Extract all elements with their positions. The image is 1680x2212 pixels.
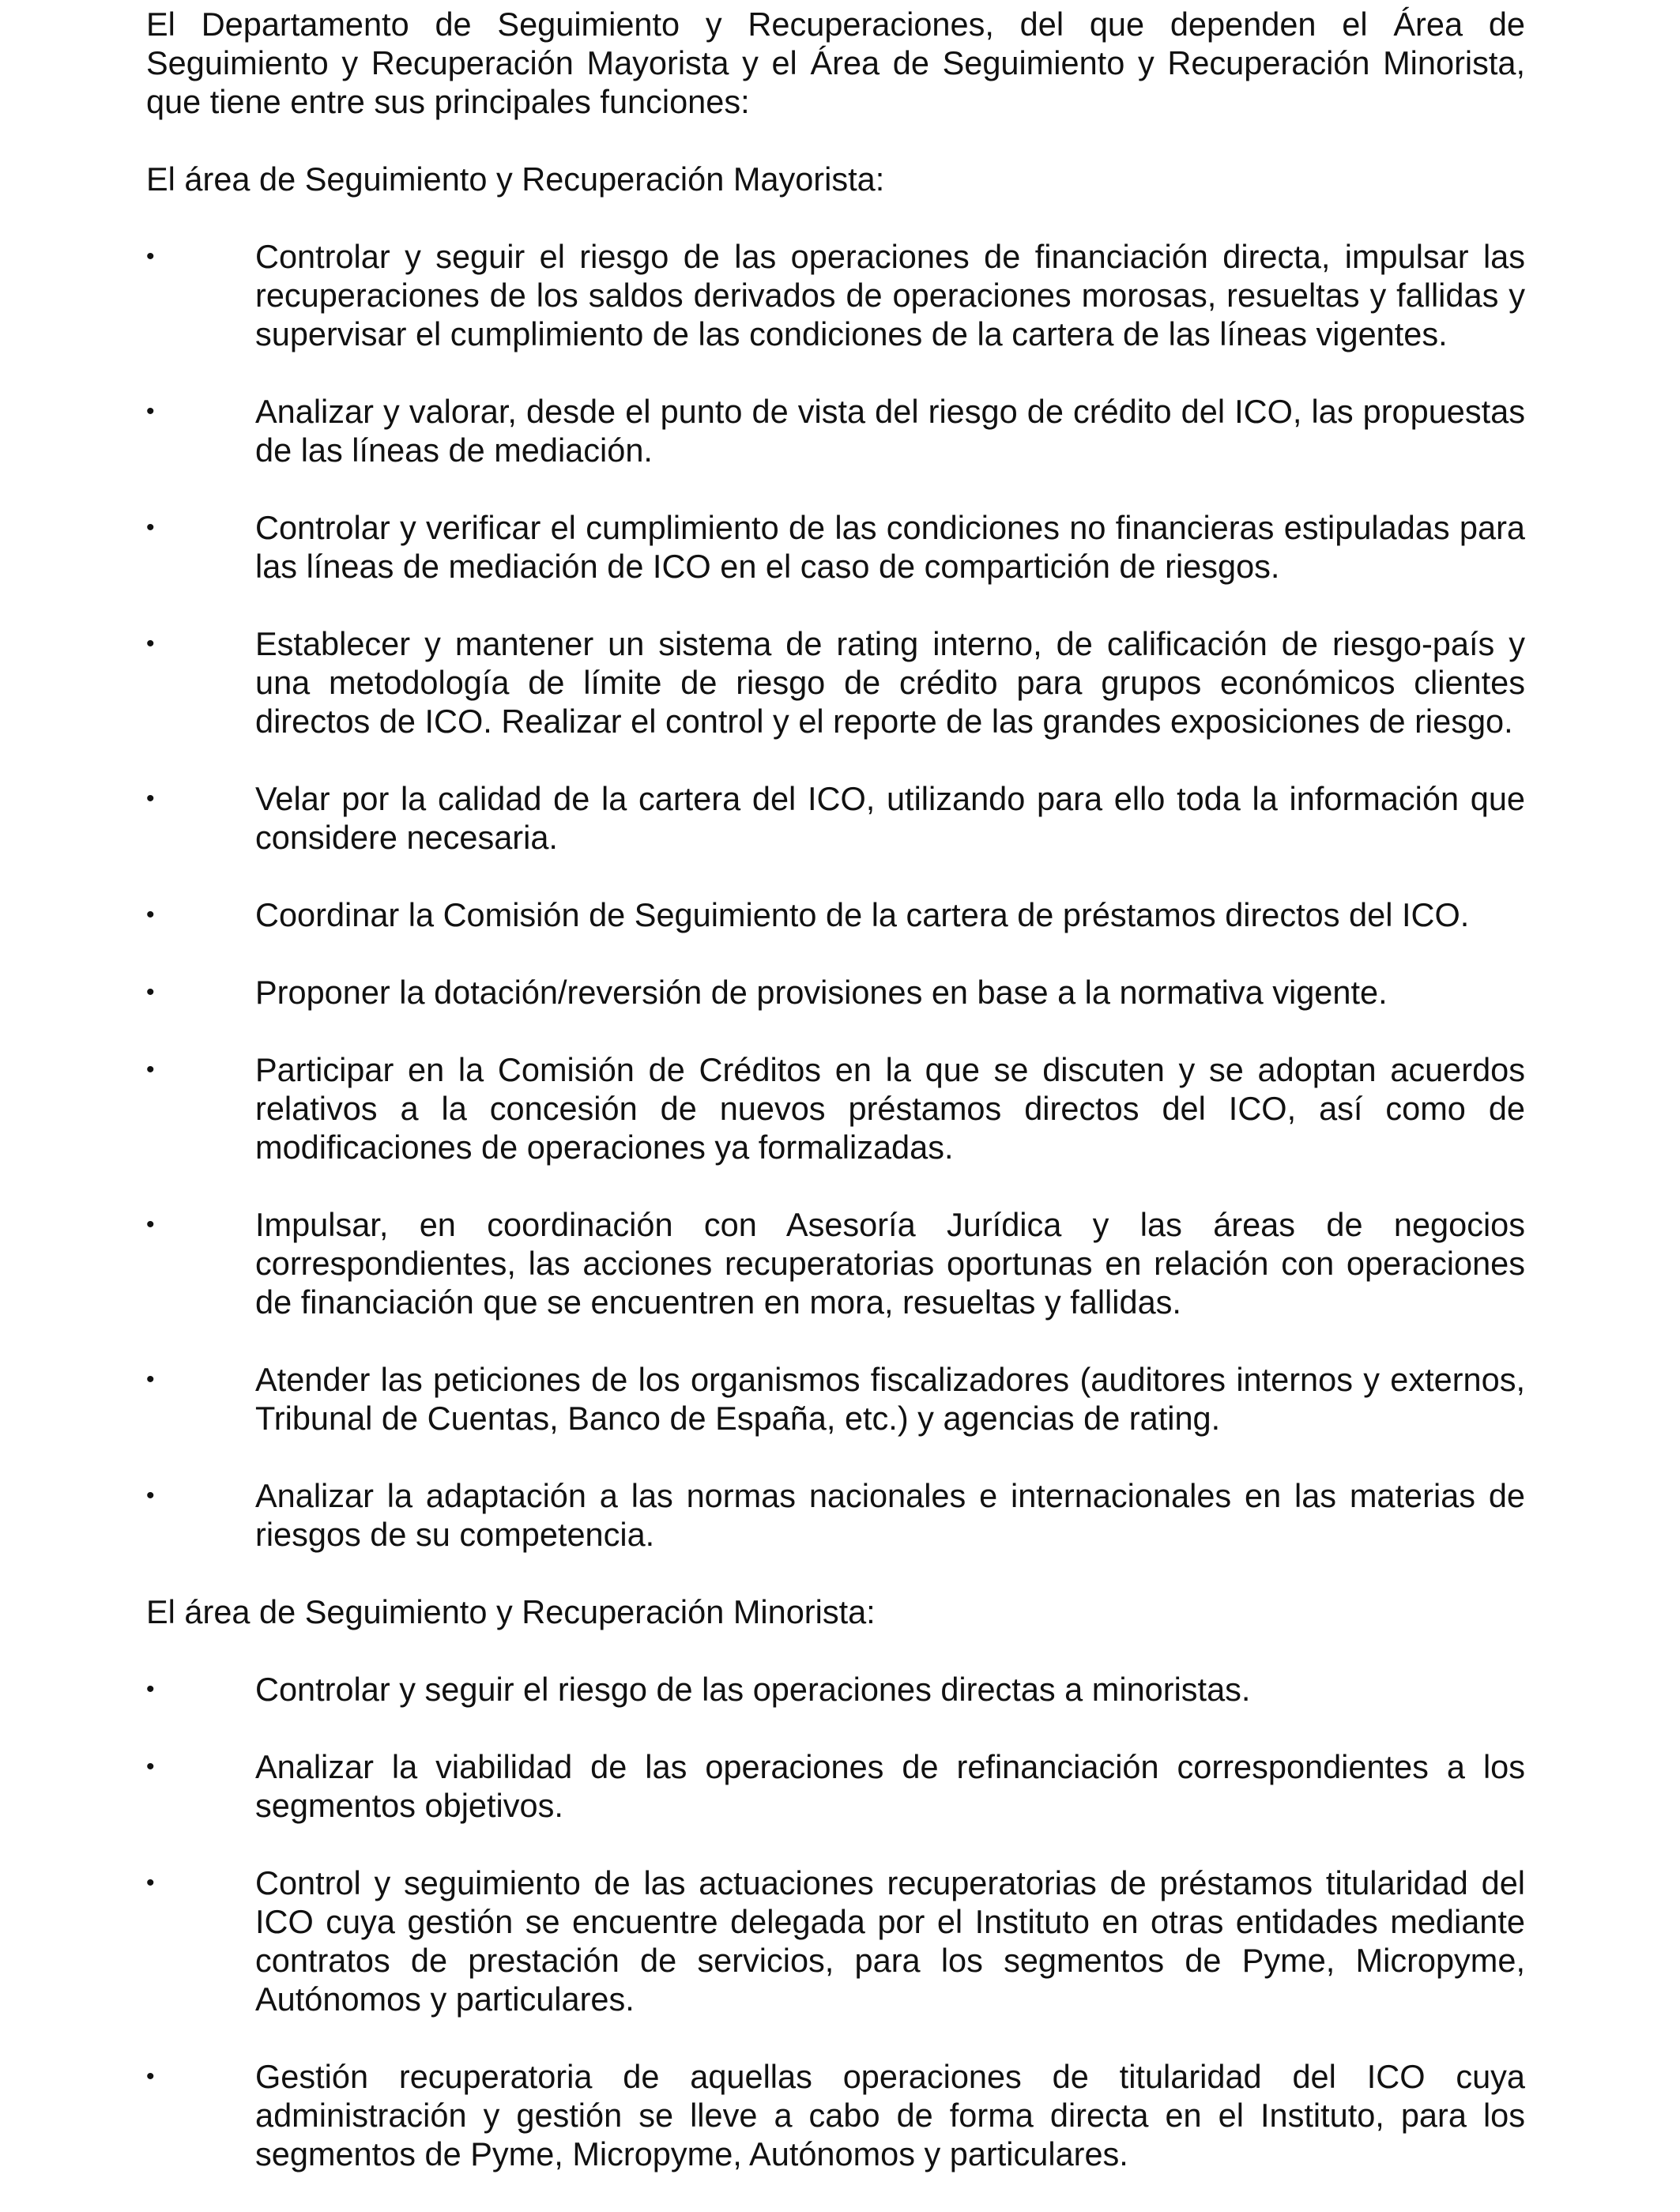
bullet-icon: • [146, 2063, 155, 2090]
list-item-text: Analizar la viabilidad de las operaciones de refinanciación correspondientes a los segmentos objetivos. [255, 1748, 1525, 1824]
list-item-text: Control y seguimiento de las actuaciones recuperatorias de préstamos titularidad del ICO cuya gestión se encuentre delegada por el Instituto en otras entidades mediante contratos de prestación de servicios, para los segmentos de Pyme, Micropyme, Autónomos y particulares. [255, 1864, 1525, 2018]
list-item [146, 895, 1525, 934]
mayorista-list [146, 237, 1525, 1554]
bullet-icon: • [146, 1366, 155, 1392]
list-item [146, 237, 1525, 353]
intro-paragraph: El Departamento de Seguimiento y Recuperaciones, del que dependen el Área de Seguimiento y Recuperación Mayorista y el Área de Seguimiento y Recuperación Minorista, que tiene entre sus principales funciones: [146, 6, 1525, 120]
bullet-icon: • [146, 1870, 155, 1896]
bullet-icon: • [146, 514, 155, 541]
bullet-icon: • [146, 243, 155, 269]
list-item [146, 1476, 1525, 1554]
list-item-text: Controlar y seguir el riesgo de las operaciones de financiación directa, impulsar las recuperaciones de los saldos derivados de operaciones morosas, resueltas y fallidas y supervisar el cumplimiento de las condiciones de la cartera de las líneas vigentes. [255, 238, 1525, 352]
bullet-icon: • [146, 1057, 155, 1083]
list-item-text: Impulsar, en coordinación con Asesoría Jurídica y las áreas de negocios correspondientes, las acciones recuperatorias oportunas en relación con operaciones de financiación que se encuentren en mora, resueltas y fallidas. [255, 1206, 1525, 1321]
list-item [146, 392, 1525, 469]
list-item [146, 1747, 1525, 1825]
list-item-text: Analizar la adaptación a las normas nacionales e internacionales en las materias de riesgos de su competencia. [255, 1477, 1525, 1553]
list-item [146, 508, 1525, 586]
list-item [146, 779, 1525, 857]
list-item [146, 1863, 1525, 2018]
bullet-icon: • [146, 902, 155, 928]
list-item [146, 1050, 1525, 1166]
mayorista-heading: El área de Seguimiento y Recuperación Mayorista: [146, 160, 885, 198]
list-item [146, 1670, 1525, 1709]
list-item-text: Gestión recuperatoria de aquellas operaciones de titularidad del ICO cuya administración y gestión se lleve a cabo de forma directa en el Instituto, para los segmentos de Pyme, Micropyme, Autónomos y particulares. [255, 2058, 1525, 2172]
list-item [146, 973, 1525, 1012]
list-item [146, 1205, 1525, 1321]
minorista-list [146, 1670, 1525, 2173]
bullet-icon: • [146, 1754, 155, 1780]
bullet-icon: • [146, 631, 155, 657]
list-item-text: Velar por la calidad de la cartera del ICO, utilizando para ello toda la información que considere necesaria. [255, 780, 1525, 856]
spacer [146, 1631, 1525, 1670]
bullet-icon: • [146, 1483, 155, 1509]
minorista-heading: El área de Seguimiento y Recuperación Minorista: [146, 1593, 876, 1630]
bullet-icon: • [146, 1676, 155, 1702]
list-item-text: Analizar y valorar, desde el punto de vista del riesgo de crédito del ICO, las propuestas de las líneas de mediación. [255, 393, 1525, 469]
list-item-text: Establecer y mantener un sistema de rating interno, de calificación de riesgo-país y una metodología de límite de riesgo de crédito para grupos económicos clientes directos de ICO. Realizar el control y el reporte de las grandes exposiciones de riesgo. [255, 625, 1525, 740]
bullet-icon: • [146, 786, 155, 812]
list-item [146, 2057, 1525, 2173]
bullet-icon: • [146, 1212, 155, 1238]
list-item-text: Controlar y verificar el cumplimiento de las condiciones no financieras estipuladas para las líneas de mediación de ICO en el caso de compartición de riesgos. [255, 509, 1525, 585]
bullet-icon: • [146, 979, 155, 1005]
spacer [146, 198, 1525, 237]
list-item [146, 624, 1525, 740]
list-item-text: Controlar y seguir el riesgo de las operaciones directas a minoristas. [255, 1671, 1251, 1708]
spacer [146, 121, 1525, 160]
list-item-text: Coordinar la Comisión de Seguimiento de la cartera de préstamos directos del ICO. [255, 896, 1470, 933]
list-item-text: Proponer la dotación/reversión de provisiones en base a la normativa vigente. [255, 974, 1388, 1011]
list-item-text: Participar en la Comisión de Créditos en la que se discuten y se adoptan acuerdos relativos a la concesión de nuevos préstamos directos del ICO, así como de modificaciones de operaciones ya formalizadas. [255, 1051, 1525, 1166]
list-item-text: Atender las peticiones de los organismos fiscalizadores (auditores internos y externos, Tribunal de Cuentas, Banco de España, etc.) y agencias de rating. [255, 1361, 1525, 1437]
bullet-icon: • [146, 398, 155, 424]
list-item [146, 1360, 1525, 1438]
document-page [146, 5, 1525, 2212]
